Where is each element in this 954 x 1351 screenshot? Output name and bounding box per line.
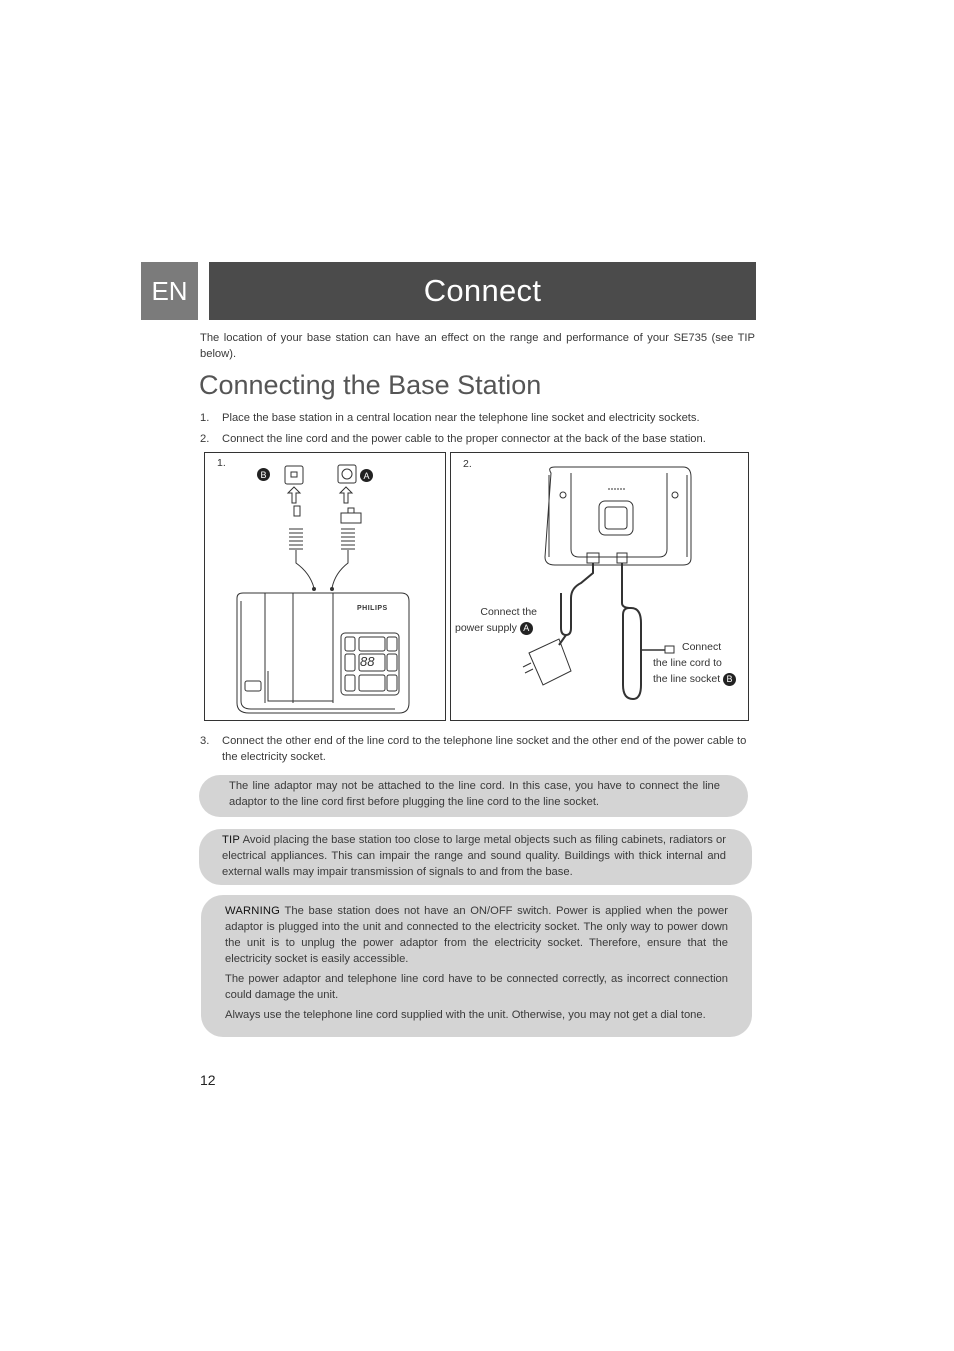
power-caption [475, 604, 537, 620]
warning-paragraph-3: Always use the telephone line cord supplied with the unit. Otherwise, you may not get a dial tone. [225, 1009, 706, 1021]
warning-label: WARNING [225, 905, 281, 917]
figure-base-station-front [204, 452, 446, 721]
tip-label: TIP [222, 834, 241, 846]
page-title: Connect [209, 262, 756, 320]
step-1 [200, 410, 755, 426]
step-text: Connect the line cord and the power cable to the proper connector at the back of the base station. [222, 433, 706, 445]
badge-b: B [723, 673, 736, 686]
adaptor-note-text: The line adaptor may not be attached to the line cord. In this case, you have to connect the line adaptor to the line cord first before plugging the line cord to the line socket. [229, 780, 720, 808]
power-caption-2 [455, 620, 533, 636]
step-text: Place the base station in a central location near the telephone line socket and electricity sockets. [222, 412, 700, 424]
brand-logo: PHILIPS [357, 605, 388, 612]
badge-a: A [520, 622, 533, 635]
step-2 [200, 431, 755, 447]
step-number: 3. [200, 735, 210, 747]
power-caption-line: power supply [455, 622, 517, 634]
badge-a: A [360, 469, 373, 482]
step-3 [200, 733, 755, 765]
section-title: Connecting the Base Station [199, 370, 542, 400]
step-number: 1. [200, 412, 210, 424]
figure-base-station-back [450, 452, 749, 721]
line-caption-1 [682, 639, 721, 655]
line-caption-line: the line cord to [653, 657, 722, 669]
warning-box [201, 895, 752, 1037]
language-tab: EN [141, 262, 198, 320]
warning-paragraph-2: The power adaptor and telephone line cord have to be connected correctly, as incorrect connection could damage the unit. [225, 973, 728, 1001]
tip-text: Avoid placing the base station too close to large metal objects such as filing cabinets, radiators or electrical appliances. This can impair the range and sound quality. Buildings with thick internal and external walls may impair transmission of signals to and from the base. [222, 834, 726, 878]
line-caption-line: Connect [682, 641, 722, 653]
power-caption-line: Connect the [480, 606, 537, 618]
base-station-illustration [205, 453, 445, 720]
tip-box [199, 829, 752, 885]
warning-text: The base station does not have an ON/OFF switch. Power is applied when the power adaptor is plugged into the unit and connected to the electricity socket. The only way to power down the unit is to unplug the power adaptor from the electricity socket. Therefore, ensure that the electricity socket is easily accessible. [225, 905, 728, 965]
line-caption-3 [653, 671, 736, 687]
display-digits: 88 [360, 654, 375, 669]
step-number: 2. [200, 433, 210, 445]
line-caption-line: the line socket [653, 673, 721, 685]
warning-paragraph-1 [225, 903, 728, 967]
step-text: Connect the other end of the line cord to the telephone line socket and the other end of the power cable to the electricity socket. [222, 735, 747, 763]
intro-paragraph: The location of your base station can have an effect on the range and performance of your SE735 (see TIP below). [200, 332, 755, 360]
adaptor-note [199, 775, 748, 817]
figure-number: 2. [463, 458, 472, 470]
page-number: 12 [200, 1072, 216, 1088]
line-caption-2 [653, 655, 722, 671]
badge-b: B [257, 468, 270, 481]
figure-number: 1. [217, 457, 226, 469]
